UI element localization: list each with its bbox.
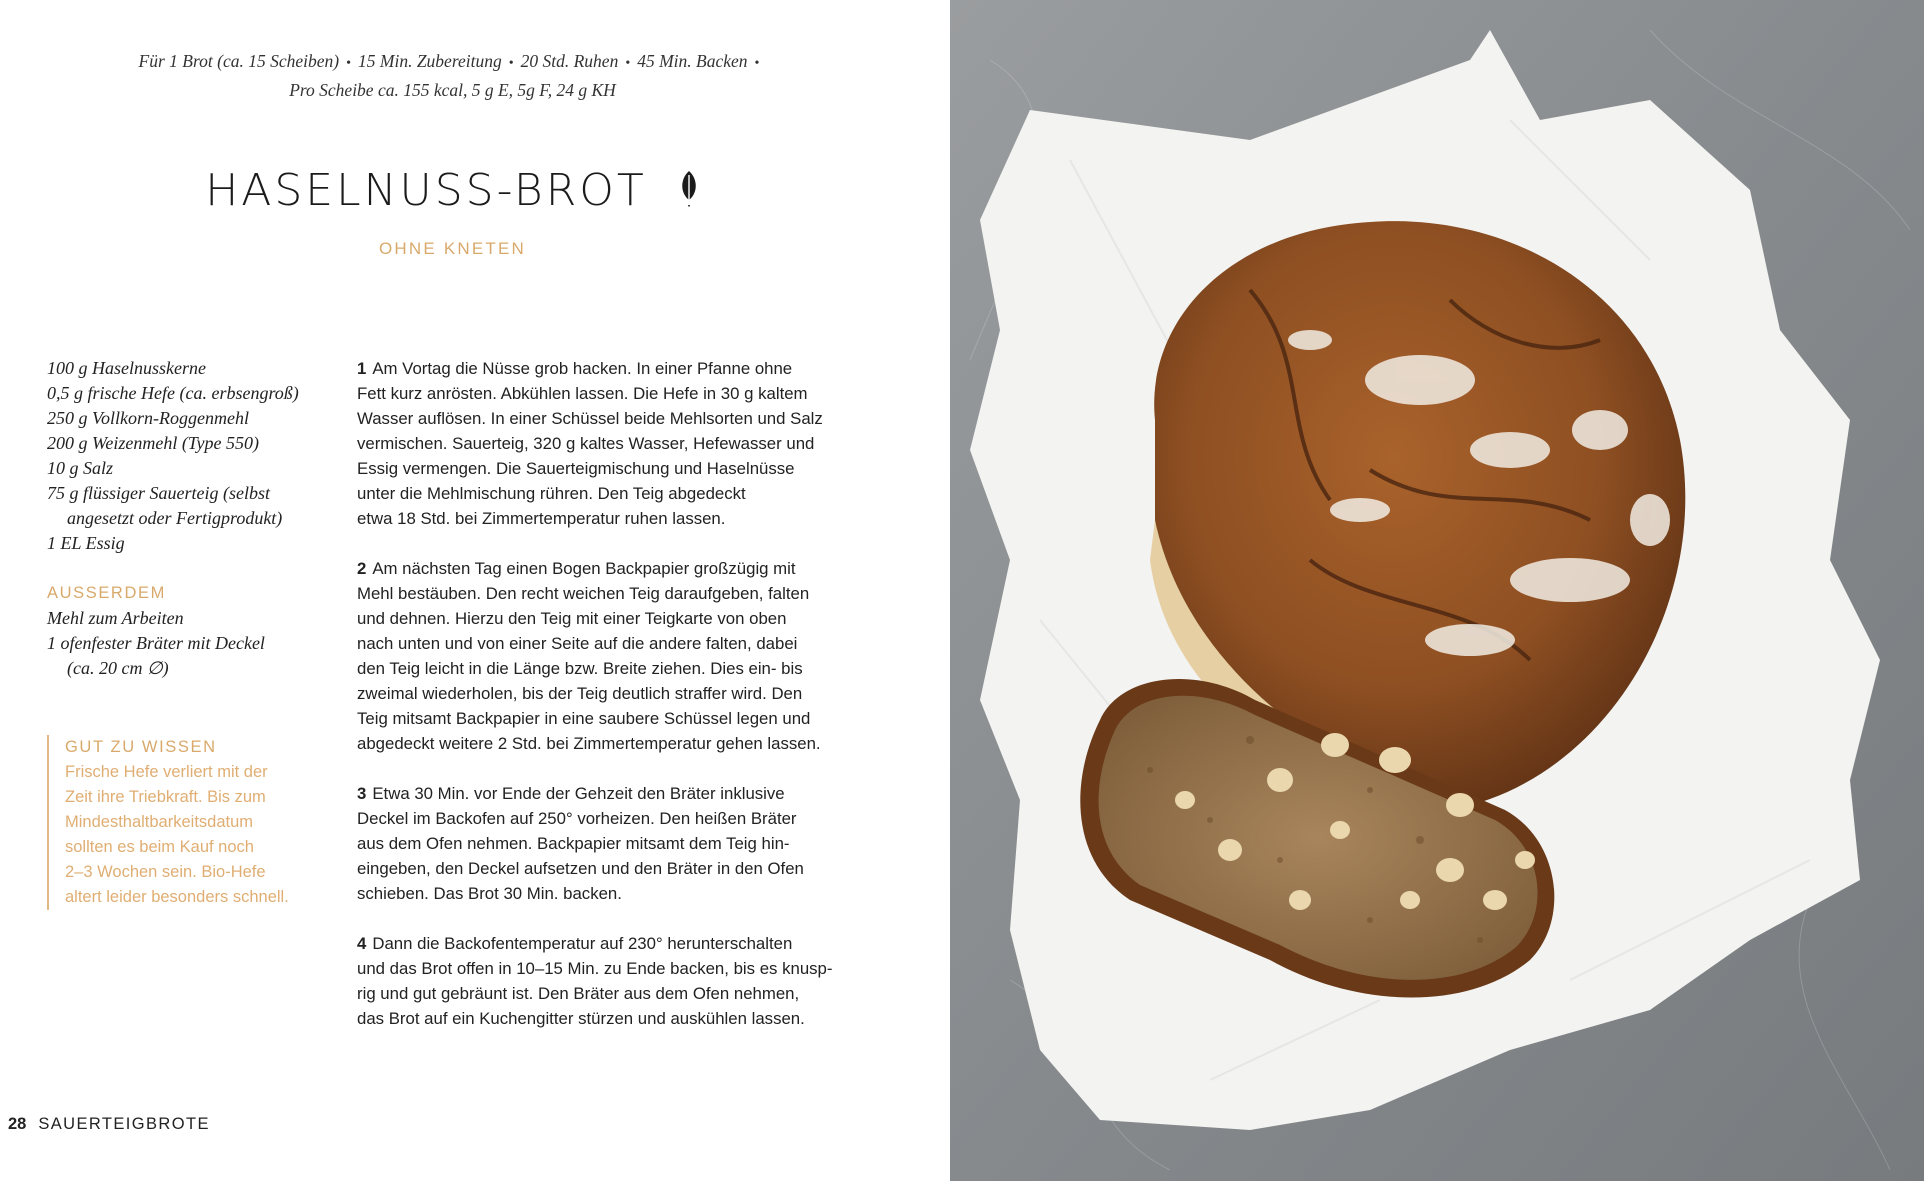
additional-heading: AUSSERDEM bbox=[47, 584, 166, 602]
step-line bbox=[357, 931, 867, 956]
step-text: Etwa 30 Min. vor Ende der Gehzeit den Bräter inklusive bbox=[372, 784, 785, 803]
tip-line: Frische Hefe verliert mit der bbox=[65, 763, 268, 781]
step-text: Dann die Backofentemperatur auf 230° herunterschalten bbox=[372, 934, 793, 953]
servings: Für 1 Brot (ca. 15 Scheiben) bbox=[138, 51, 340, 71]
tip-box bbox=[47, 735, 325, 910]
step-line: zweimal wiederholen, bis der Teig deutlich straffer wird. Den bbox=[357, 684, 803, 703]
step-line: rig und gut gebräunt ist. Den Bräter aus dem Ofen nehmen, bbox=[357, 984, 800, 1003]
ingredient-item: 75 g flüssiger Sauerteig (selbst bbox=[47, 483, 270, 503]
bullet: • bbox=[625, 56, 631, 71]
bullet: • bbox=[346, 56, 351, 71]
page-number: 28 bbox=[8, 1115, 27, 1133]
tip-line: sollten es beim Kauf noch bbox=[65, 838, 254, 856]
rest-time: 20 Std. Ruhen bbox=[520, 51, 619, 71]
step-line: den Teig leicht in die Länge bzw. Breite ziehen. Dies ein- bis bbox=[357, 659, 803, 678]
step-line bbox=[357, 356, 867, 381]
step-number: 1 bbox=[357, 359, 367, 378]
step-number: 4 bbox=[357, 934, 367, 953]
nutrition-info: Pro Scheibe ca. 155 kcal, 5 g E, 5g F, 24 g KH bbox=[289, 80, 616, 100]
step-line: und dehnen. Hierzu den Teig mit einer Teigkarte von oben bbox=[357, 609, 787, 628]
step-line bbox=[357, 781, 867, 806]
meta-line-1 bbox=[60, 48, 845, 77]
step-2 bbox=[357, 556, 867, 756]
step-line: das Brot auf ein Kuchengitter stürzen und auskühlen lassen. bbox=[357, 1009, 805, 1028]
step-1 bbox=[357, 356, 867, 531]
step-line bbox=[357, 556, 867, 581]
step-line: abgedeckt weitere 2 Std. bei Zimmertemperatur gehen lassen. bbox=[357, 734, 821, 753]
recipe-title-text: HASELNUSS-BROT bbox=[205, 165, 647, 216]
ingredients-list bbox=[47, 356, 337, 681]
step-line: nach unten und von einer Seite auf die andere falten, dabei bbox=[357, 634, 798, 653]
additional-item: Mehl zum Arbeiten bbox=[47, 608, 184, 628]
tip-line: Mindesthaltbarkeitsdatum bbox=[65, 813, 254, 831]
step-number: 2 bbox=[357, 559, 367, 578]
page-footer bbox=[8, 1115, 210, 1134]
ingredient-item: 250 g Vollkorn-Roggenmehl bbox=[47, 408, 249, 428]
step-line: Deckel im Backofen auf 250° vorheizen. Den heißen Bräter bbox=[357, 809, 797, 828]
step-4 bbox=[357, 931, 867, 1031]
step-line: und das Brot offen in 10–15 Min. zu Ende backen, bis es knusp- bbox=[357, 959, 833, 978]
section-name: SAUERTEIGBROTE bbox=[38, 1115, 210, 1133]
step-line: Mehl bestäuben. Den recht weichen Teig daraufgeben, falten bbox=[357, 584, 810, 603]
step-3 bbox=[357, 781, 867, 906]
ingredient-item: 0,5 g frische Hefe (ca. erbsengroß) bbox=[47, 383, 299, 403]
tip-heading: GUT ZU WISSEN bbox=[65, 738, 217, 756]
leaf-icon bbox=[678, 169, 700, 207]
step-text: Am Vortag die Nüsse grob hacken. In einer Pfanne ohne bbox=[372, 359, 793, 378]
bread-photo bbox=[950, 0, 1924, 1181]
recipe-page bbox=[0, 0, 950, 1181]
ingredient-item: 100 g Haselnusskerne bbox=[47, 358, 206, 378]
step-text: Am nächsten Tag einen Bogen Backpapier großzügig mit bbox=[372, 559, 796, 578]
additional-item-continued: (ca. 20 cm ∅) bbox=[67, 658, 169, 678]
bake-time: 45 Min. Backen bbox=[637, 51, 748, 71]
step-line: Essig vermengen. Die Sauerteigmischung und Haselnüsse bbox=[357, 459, 795, 478]
step-line: schieben. Das Brot 30 Min. backen. bbox=[357, 884, 622, 903]
recipe-subtitle: OHNE KNETEN bbox=[379, 239, 526, 258]
step-line: etwa 18 Std. bei Zimmertemperatur ruhen lassen. bbox=[357, 509, 726, 528]
prep-time: 15 Min. Zubereitung bbox=[358, 51, 502, 71]
ingredient-item: 1 EL Essig bbox=[47, 533, 125, 553]
bullet: • bbox=[754, 56, 760, 71]
tip-line: 2–3 Wochen sein. Bio-Hefe bbox=[65, 863, 266, 881]
step-line: Teig mitsamt Backpapier in eine saubere Schüssel legen und bbox=[357, 709, 811, 728]
bread-photo-illustration bbox=[950, 0, 1924, 1181]
ingredient-item-continued: angesetzt oder Fertigprodukt) bbox=[67, 508, 283, 528]
recipe-title bbox=[0, 165, 905, 216]
step-line: unter die Mehlmischung rühren. Den Teig abgedeckt bbox=[357, 484, 746, 503]
step-number: 3 bbox=[357, 784, 367, 803]
tip-line: altert leider besonders schnell. bbox=[65, 888, 289, 906]
step-line: vermischen. Sauerteig, 320 g kaltes Wasser, Hefewasser und bbox=[357, 434, 815, 453]
instructions bbox=[357, 356, 867, 1056]
step-line: aus dem Ofen nehmen. Backpapier mitsamt dem Teig hin- bbox=[357, 834, 790, 853]
bullet: • bbox=[508, 56, 514, 71]
additional-item: 1 ofenfester Bräter mit Deckel bbox=[47, 633, 265, 653]
ingredient-item: 200 g Weizenmehl (Type 550) bbox=[47, 433, 259, 453]
recipe-meta bbox=[60, 48, 845, 103]
step-line: Wasser auflösen. In einer Schüssel beide Mehlsorten und Salz bbox=[357, 409, 823, 428]
ingredient-item: 10 g Salz bbox=[47, 458, 114, 478]
step-line: Fett kurz anrösten. Abkühlen lassen. Die Hefe in 30 g kaltem bbox=[357, 384, 808, 403]
tip-line: Zeit ihre Triebkraft. Bis zum bbox=[65, 788, 266, 806]
step-line: eingeben, den Deckel aufsetzen und den Bräter in den Ofen bbox=[357, 859, 804, 878]
